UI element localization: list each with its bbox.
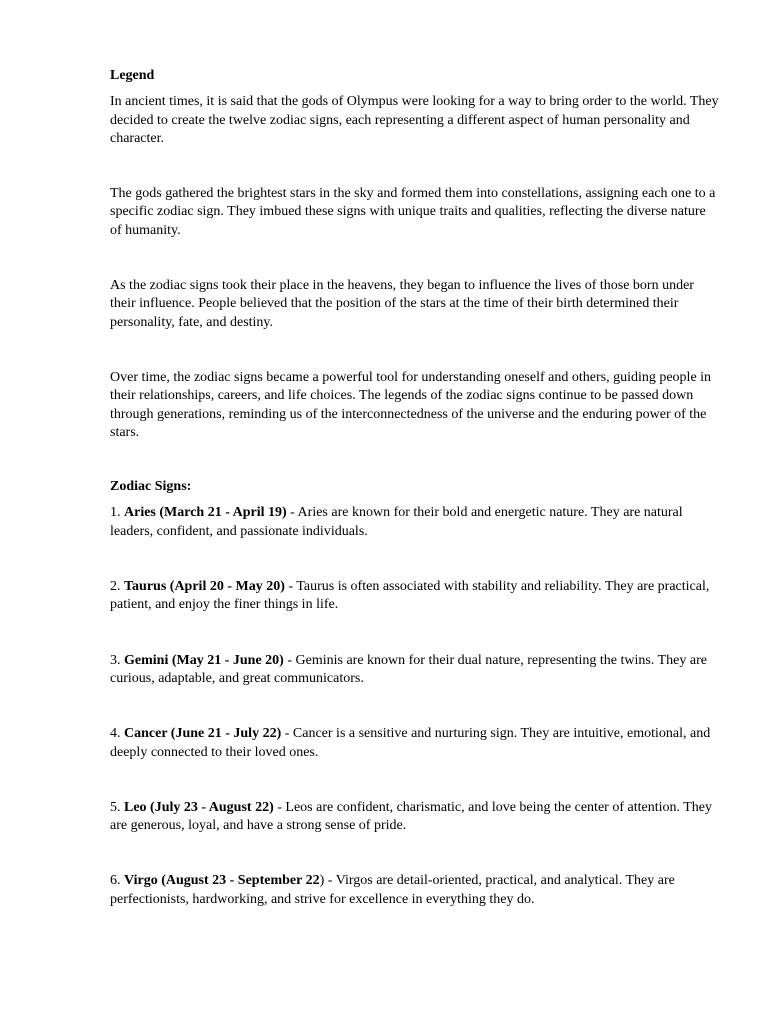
zodiac-sign-leo <box>110 799 720 836</box>
zodiac-sign-cancer <box>110 725 720 762</box>
zodiac-signs-heading: Zodiac Signs: <box>110 479 192 495</box>
zodiac-sign-taurus <box>110 578 720 615</box>
zodiac-sign-aries <box>110 504 720 541</box>
sign-number: 4. <box>110 726 124 742</box>
sign-number: 2. <box>110 579 124 595</box>
sign-separator: - <box>273 799 286 815</box>
legend-paragraph: As the zodiac signs took their place in the heavens, they began to influence the lives of those born under their influence. People believed that the position of the stars at the time of their birth determined their personality, fate, and destiny. <box>110 278 694 330</box>
sign-name: Virgo (August 23 - September 22 <box>124 873 320 889</box>
sign-separator: - <box>281 726 293 742</box>
sign-description: Cancer is a sensitive and nurturing sign. They are intuitive, emotional, and deeply connected to their loved ones. <box>110 726 711 760</box>
sign-separator: ) - <box>319 873 336 889</box>
sign-separator: - <box>286 505 298 521</box>
zodiac-sign-gemini <box>110 652 720 689</box>
sign-name: Gemini (May 21 - June 20) <box>124 652 284 668</box>
sign-number: 3. <box>110 652 124 668</box>
legend-paragraph: The gods gathered the brightest stars in the sky and formed them into constellations, assigning each one to a specific zodiac sign. They imbued these signs with unique traits and qualities, reflecting the diverse nature of humanity. <box>110 186 716 238</box>
sign-number: 5. <box>110 799 124 815</box>
document-page <box>110 67 720 946</box>
sign-name: Cancer (June 21 - July 22) <box>124 726 282 742</box>
sign-description: Leos are confident, charismatic, and love being the center of attention. They are generous, loyal, and have a strong sense of pride. <box>110 799 712 834</box>
zodiac-sign-virgo <box>110 872 720 909</box>
sign-number: 1. <box>110 505 124 521</box>
sign-description: Aries are known for their bold and energetic nature. They are natural leaders, confident, and passionate individuals. <box>110 505 683 539</box>
legend-heading: Legend <box>110 68 155 83</box>
sign-description: Geminis are known for their dual nature, representing the twins. They are curious, adaptable, and great communicators. <box>110 652 707 686</box>
sign-description: Taurus is often associated with stability and reliability. They are practical, patient, and enjoy the finer things in life. <box>110 579 710 613</box>
sign-name: Aries (March 21 - April 19) <box>124 505 287 521</box>
sign-number: 6. <box>110 873 124 889</box>
sign-separator: - <box>284 579 297 595</box>
legend-paragraph: In ancient times, it is said that the gods of Olympus were looking for a way to bring order to the world. They decided to create the twelve zodiac signs, each representing a different aspect of human personality and character. <box>110 94 719 146</box>
sign-name: Taurus (April 20 - May 20) <box>124 579 285 595</box>
sign-description: Virgos are detail-oriented, practical, and analytical. They are perfectionists, hardworking, and strive for excellence in everything they do. <box>110 873 675 907</box>
sign-separator: - <box>283 652 296 668</box>
sign-name: Leo (July 23 - August 22) <box>124 799 274 815</box>
legend-paragraph: Over time, the zodiac signs became a powerful tool for understanding oneself and others, guiding people in their relationships, careers, and life choices. The legends of the zodiac signs continue to be passed down through generations, reminding us of the interconnectedness of the universe and the enduring power of the stars. <box>110 369 712 440</box>
